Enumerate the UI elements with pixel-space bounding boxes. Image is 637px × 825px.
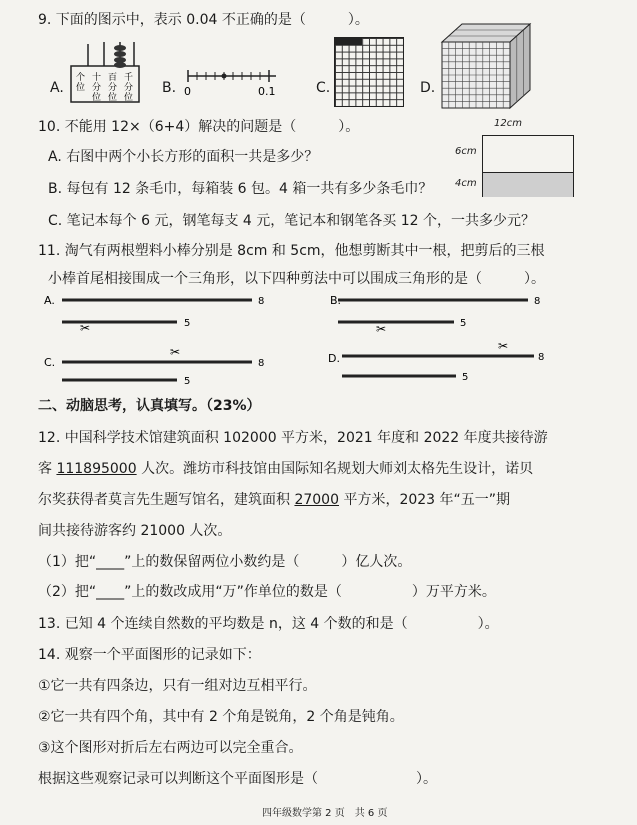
q14-conclusion: 根据这些观察记录可以判断这个平面图形是（ ）。 bbox=[38, 771, 437, 787]
abacus-label-2: 十 bbox=[92, 73, 102, 83]
abacus-label-9: 位 bbox=[92, 93, 102, 103]
scissors-icon: ✂ bbox=[376, 322, 387, 334]
q10-option-b: B. 每包有 12 条毛巾，每箱装 6 包。4 箱一共有多少条毛巾？ bbox=[48, 181, 433, 197]
q11-d-label: D. bbox=[328, 352, 340, 365]
q11-stem-line1: 11. 淘气有两根塑料小棒分别是 8cm 和 5cm，他想剪断其中一根，把剪后的三根 bbox=[38, 243, 545, 259]
q11-option-b-figure bbox=[328, 292, 578, 334]
rectangle-figure bbox=[482, 135, 574, 197]
q12-underlined-number-2: 27000 bbox=[294, 492, 339, 508]
abacus-figure bbox=[68, 38, 142, 106]
scissors-icon: ✂ bbox=[498, 339, 509, 353]
q11-stem-line2: 小棒首尾相接围成一个三角形，以下四种剪法中可以围成三角形的是（ ）。 bbox=[48, 271, 545, 287]
q10-stem: 10. 不能用 12×（6+4）解决的问题是（ ）。 bbox=[38, 119, 360, 135]
page-footer: 四年级数学第 2 页 共 6 页 bbox=[262, 808, 388, 819]
q11-option-d-figure bbox=[328, 338, 578, 380]
q11-b-label: B. bbox=[330, 294, 342, 307]
q12-line1: 12. 中国科学技术馆建筑面积 102000 平方米，2021 年度和 2022 年度共接待游 bbox=[38, 430, 548, 446]
q9-option-a-label: A. bbox=[50, 80, 64, 96]
rect-top-label: 12cm bbox=[494, 118, 522, 129]
abacus-label-8: 分 bbox=[124, 83, 134, 93]
q12-underlined-number-1: 111895000 bbox=[56, 461, 137, 477]
rect-left-label-2: 4cm bbox=[455, 178, 477, 189]
hundred-grid-figure bbox=[334, 37, 404, 107]
q11-option-c-figure bbox=[42, 344, 292, 386]
q11-b-long-label: 8 bbox=[534, 296, 541, 307]
q12-line2-b: 人次。潍坊市科技馆由国际知名规划大师刘太格先生设计，诺贝 bbox=[136, 461, 534, 477]
abacus-label-6: 分 bbox=[92, 83, 102, 93]
abacus-label-4: 千 bbox=[124, 73, 134, 83]
q10-option-a: A. 右图中两个小长方形的面积一共是多少？ bbox=[48, 149, 319, 165]
q12-line2 bbox=[38, 459, 533, 479]
q14-stem: 14. 观察一个平面图形的记录如下： bbox=[38, 647, 261, 663]
grid-shaded-cells bbox=[335, 38, 362, 45]
scissors-icon: ✂ bbox=[80, 321, 91, 334]
abacus-label-11: 位 bbox=[124, 93, 134, 103]
q11-a-short-label: 5 bbox=[184, 318, 191, 329]
abacus-label-10: 位 bbox=[108, 93, 118, 103]
q12-line2-a: 客 bbox=[38, 461, 57, 477]
abacus-label-5: 位 bbox=[76, 83, 86, 93]
number-line-figure bbox=[180, 62, 290, 102]
q14-record-2: ②它一共有四个角，其中有 2 个角是锐角，2 个角是钝角。 bbox=[38, 709, 404, 725]
q11-c-label: C. bbox=[44, 356, 56, 369]
q10-option-c: C. 笔记本每个 6 元，钢笔每支 4 元，笔记本和钢笔各买 12 个，一共多少元？ bbox=[48, 213, 536, 229]
q12-sub2: （2）把“____”上的数改成用“万”作单位的数是（ ）万平方米。 bbox=[38, 584, 496, 600]
q11-d-short-label: 5 bbox=[462, 372, 469, 380]
q11-a-label: A. bbox=[44, 294, 55, 307]
q9-option-c-label: C. bbox=[316, 80, 331, 96]
q11-b-short-label: 5 bbox=[460, 318, 467, 329]
q11-a-long-label: 8 bbox=[258, 296, 265, 307]
q9-stem: 9. 下面的图示中，表示 0.04 不正确的是（ ）。 bbox=[38, 12, 369, 28]
q9-option-d-label: D. bbox=[420, 80, 436, 96]
rect-figure-top-label-wrap bbox=[450, 118, 570, 132]
section-2-title: 二、动脑思考，认真填写。（23%） bbox=[38, 398, 261, 414]
abacus-label-3: 百 bbox=[108, 73, 118, 83]
q12-line3 bbox=[38, 490, 510, 510]
rect-left-label-1: 6cm bbox=[455, 146, 477, 157]
q11-c-long-label: 8 bbox=[258, 358, 265, 369]
abacus-label-7: 分 bbox=[108, 83, 118, 93]
abacus-label-1: 个 bbox=[76, 73, 86, 83]
q12-line3-a: 尔奖获得者莫言先生题写馆名，建筑面积 bbox=[38, 492, 295, 508]
q12-sub1: （1）把“____”上的数保留两位小数约是（ ）亿人次。 bbox=[38, 554, 412, 570]
q11-c-short-label: 5 bbox=[184, 376, 191, 386]
numberline-zero: 0 bbox=[184, 85, 191, 98]
scissors-icon: ✂ bbox=[170, 345, 181, 359]
q12-line4: 间共接待游客约 21000 人次。 bbox=[38, 523, 232, 539]
q13-stem: 13. 已知 4 个连续自然数的平均数是 n，这 4 个数的和是（ ）。 bbox=[38, 616, 499, 632]
q11-d-long-label: 8 bbox=[538, 352, 545, 363]
rect-bottom-part bbox=[483, 172, 573, 197]
q11-option-a-figure bbox=[42, 292, 292, 334]
q9-option-b-label: B. bbox=[162, 80, 177, 96]
q14-record-3: ③这个图形对折后左右两边可以完全重合。 bbox=[38, 740, 303, 756]
q12-line3-b: 平方米，2023 年“五一”期 bbox=[339, 492, 511, 508]
numberline-end: 0.1 bbox=[258, 85, 276, 98]
cube-figure bbox=[438, 20, 534, 112]
q14-record-1: ①它一共有四条边，只有一组对边互相平行。 bbox=[38, 678, 317, 694]
